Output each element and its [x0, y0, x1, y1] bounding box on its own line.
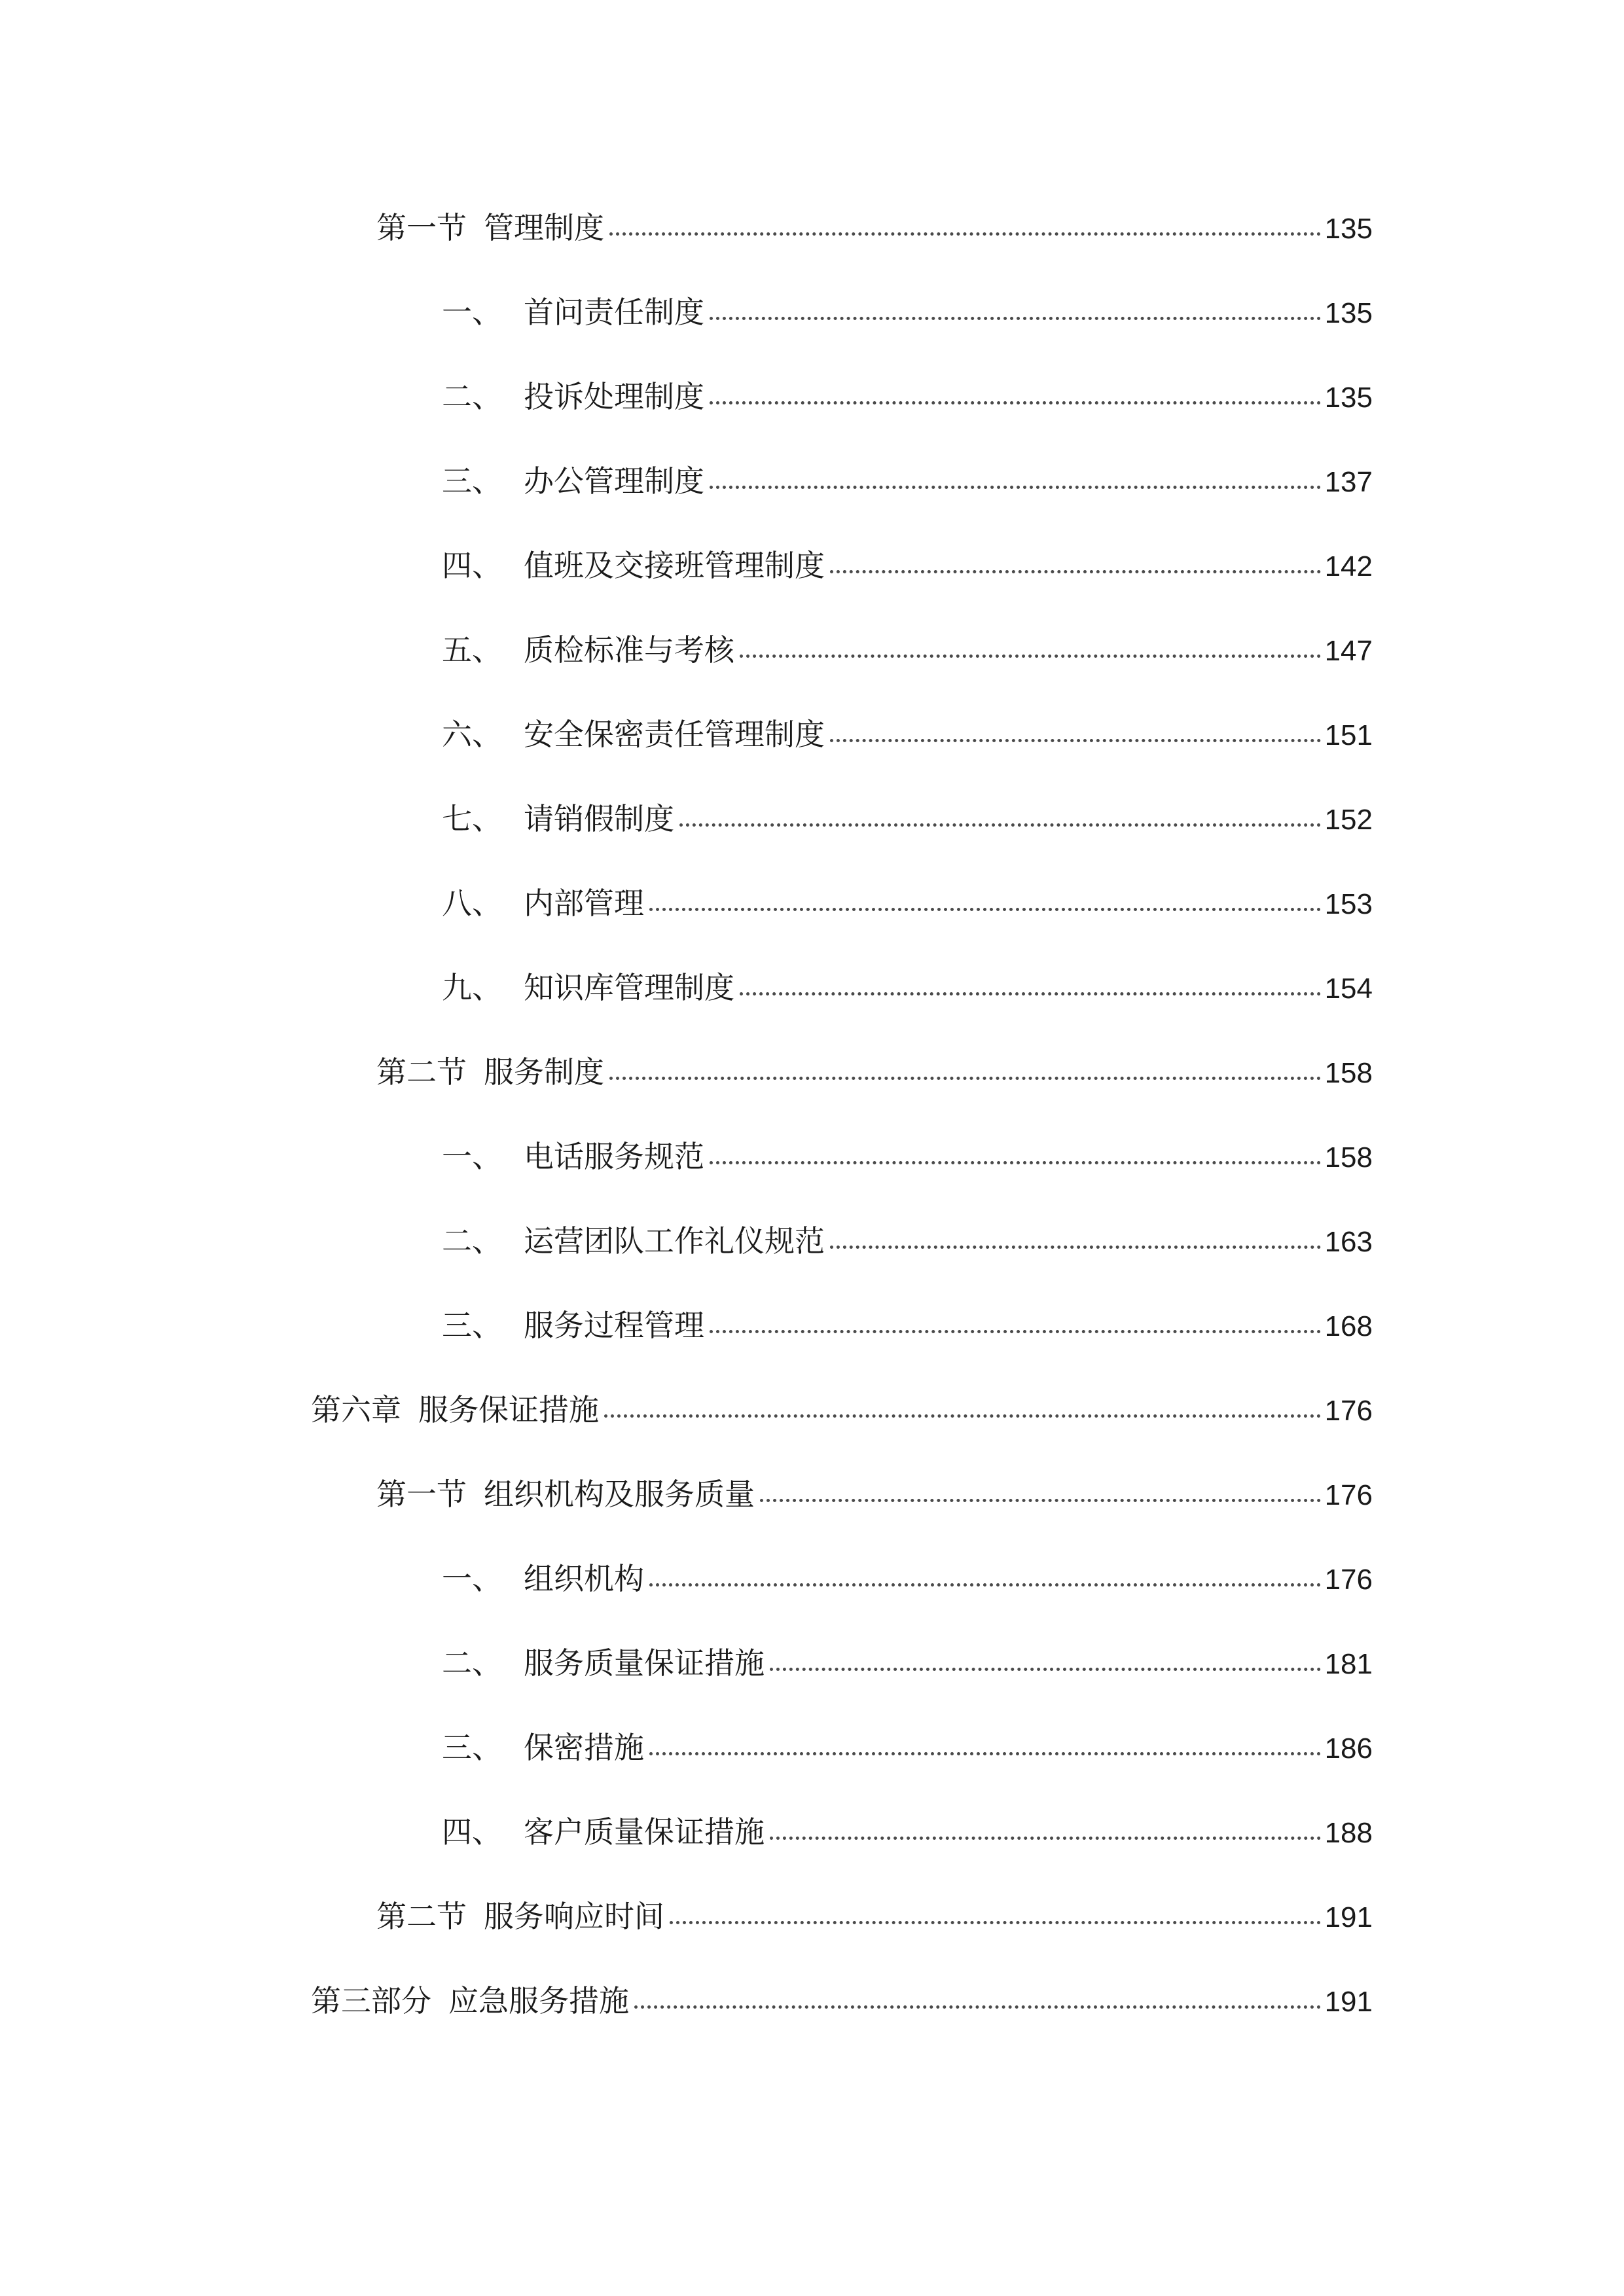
toc-entry-page: 135 [1324, 297, 1373, 329]
toc-entry-title: 应急服务措施 [448, 1983, 629, 2018]
toc-entry-page: 168 [1324, 1310, 1373, 1342]
dot-leader [604, 1414, 1321, 1418]
toc-entry-number: 第二节 [376, 1054, 467, 1090]
toc-entry-number: 三、 [442, 463, 502, 499]
toc-entry-title: 服务制度 [484, 1054, 604, 1090]
toc-entry[interactable] [442, 1806, 1373, 1858]
dot-leader [670, 1921, 1321, 1924]
toc-entry-number: 六、 [442, 717, 502, 752]
toc-entry[interactable] [442, 1637, 1373, 1689]
toc-entry-page: 154 [1324, 973, 1373, 1005]
toc-entry-title: 运营团队工作礼仪规范 [524, 1223, 825, 1259]
toc-entry-number: 第二节 [376, 1899, 467, 1934]
toc-entry-number: 四、 [442, 548, 502, 583]
toc-entry-title: 首问责任制度 [524, 295, 704, 330]
toc-entry-title: 知识库管理制度 [524, 970, 734, 1005]
toc-entry-title: 服务过程管理 [524, 1308, 704, 1343]
toc-entry-number: 二、 [442, 1223, 502, 1259]
dot-leader [830, 570, 1321, 573]
toc-entry-page: 158 [1324, 1057, 1373, 1089]
toc-entry-page: 142 [1324, 550, 1373, 583]
toc-entry-page: 158 [1324, 1141, 1373, 1174]
toc-entry-title: 组织机构及服务质量 [484, 1477, 755, 1512]
toc-entry-number: 第一节 [376, 210, 467, 245]
toc-entry-page: 135 [1324, 382, 1373, 414]
dot-leader [710, 486, 1321, 489]
toc-entry-number: 五、 [442, 632, 502, 668]
toc-entry-title: 服务质量保证措施 [524, 1645, 765, 1681]
toc-entry-page: 147 [1324, 635, 1373, 667]
toc-entry-page: 176 [1324, 1564, 1373, 1596]
toc-entry-number: 第三部分 [311, 1983, 431, 2018]
toc-entry[interactable] [442, 793, 1373, 845]
toc-entry-number: 四、 [442, 1814, 502, 1850]
toc-entry-title: 办公管理制度 [524, 463, 704, 499]
toc-entry[interactable] [442, 286, 1373, 338]
dot-leader [609, 232, 1321, 236]
dot-leader [649, 1752, 1321, 1755]
toc-entry-page: 176 [1324, 1395, 1373, 1427]
toc-entry[interactable] [442, 1130, 1373, 1183]
toc-entry-page: 153 [1324, 888, 1373, 920]
toc-entry[interactable] [442, 1299, 1373, 1352]
toc-entry-title: 质检标准与考核 [524, 632, 734, 668]
toc-entry-number: 二、 [442, 1645, 502, 1681]
toc-entry-title: 投诉处理制度 [524, 379, 704, 414]
toc-entry-number: 三、 [442, 1308, 502, 1343]
toc-entry[interactable] [442, 877, 1373, 929]
toc-entry-number: 三、 [442, 1730, 502, 1765]
toc-entry-page: 137 [1324, 466, 1373, 498]
toc-entry-page: 135 [1324, 213, 1373, 245]
toc-entry[interactable] [442, 1721, 1373, 1774]
dot-leader [710, 317, 1321, 320]
toc-entry[interactable] [442, 708, 1373, 761]
toc-entry-number: 第六章 [311, 1392, 401, 1427]
dot-leader [609, 1077, 1321, 1080]
dot-leader [649, 908, 1321, 911]
dot-leader [830, 739, 1321, 742]
toc-entry-number: 一、 [442, 1561, 502, 1596]
toc-entry[interactable] [376, 1890, 1373, 1943]
toc-entry-page: 191 [1324, 1986, 1373, 2018]
dot-leader [710, 401, 1321, 404]
toc-entry-title: 电话服务规范 [524, 1139, 704, 1174]
toc-entry-number: 一、 [442, 295, 502, 330]
toc-entry[interactable] [442, 624, 1373, 676]
dot-leader [740, 992, 1321, 996]
toc-entry[interactable] [442, 370, 1373, 423]
toc-entry[interactable] [442, 539, 1373, 592]
toc-entry-page: 176 [1324, 1479, 1373, 1511]
toc-entry[interactable] [442, 1215, 1373, 1267]
toc-entry-page: 186 [1324, 1732, 1373, 1765]
toc-entry-number: 八、 [442, 886, 502, 921]
toc-entry[interactable] [376, 1468, 1373, 1520]
toc-entry-page: 188 [1324, 1817, 1373, 1849]
toc-entry-page: 191 [1324, 1901, 1373, 1933]
toc-entry-number: 第一节 [376, 1477, 467, 1512]
dot-leader [710, 1330, 1321, 1333]
toc-entry-title: 内部管理 [524, 886, 644, 921]
toc-entry-title: 值班及交接班管理制度 [524, 548, 825, 583]
toc-entry[interactable] [311, 1384, 1373, 1436]
toc-entry[interactable] [376, 1046, 1373, 1098]
toc-entry-page: 152 [1324, 804, 1373, 836]
dot-leader [760, 1499, 1321, 1502]
toc-entry[interactable] [376, 202, 1373, 254]
toc-entry-title: 安全保密责任管理制度 [524, 717, 825, 752]
toc-entry-number: 九、 [442, 970, 502, 1005]
toc-entry-number: 七、 [442, 801, 502, 836]
toc-entry-title: 服务保证措施 [418, 1392, 599, 1427]
toc-entry-number: 一、 [442, 1139, 502, 1174]
toc-entry[interactable] [311, 1975, 1373, 2027]
toc-entry[interactable] [442, 1552, 1373, 1605]
dot-leader [679, 823, 1321, 827]
toc-entry[interactable] [442, 455, 1373, 507]
toc-entry-title: 客户质量保证措施 [524, 1814, 765, 1850]
dot-leader [649, 1583, 1321, 1587]
toc-entry-page: 181 [1324, 1648, 1373, 1680]
toc-entry-title: 服务响应时间 [484, 1899, 664, 1934]
toc-entry-number: 二、 [442, 379, 502, 414]
toc-entry-title: 管理制度 [484, 210, 604, 245]
toc-entry-page: 151 [1324, 719, 1373, 751]
toc-entry-title: 请销假制度 [524, 801, 674, 836]
dot-leader [830, 1246, 1321, 1249]
dot-leader [770, 1837, 1321, 1840]
toc-entry[interactable] [442, 961, 1373, 1014]
toc-entry-page: 163 [1324, 1226, 1373, 1258]
toc-entry-title: 保密措施 [524, 1730, 644, 1765]
dot-leader [770, 1668, 1321, 1671]
dot-leader [740, 655, 1321, 658]
dot-leader [710, 1161, 1321, 1164]
toc-entry-title: 组织机构 [524, 1561, 644, 1596]
dot-leader [634, 2005, 1321, 2009]
